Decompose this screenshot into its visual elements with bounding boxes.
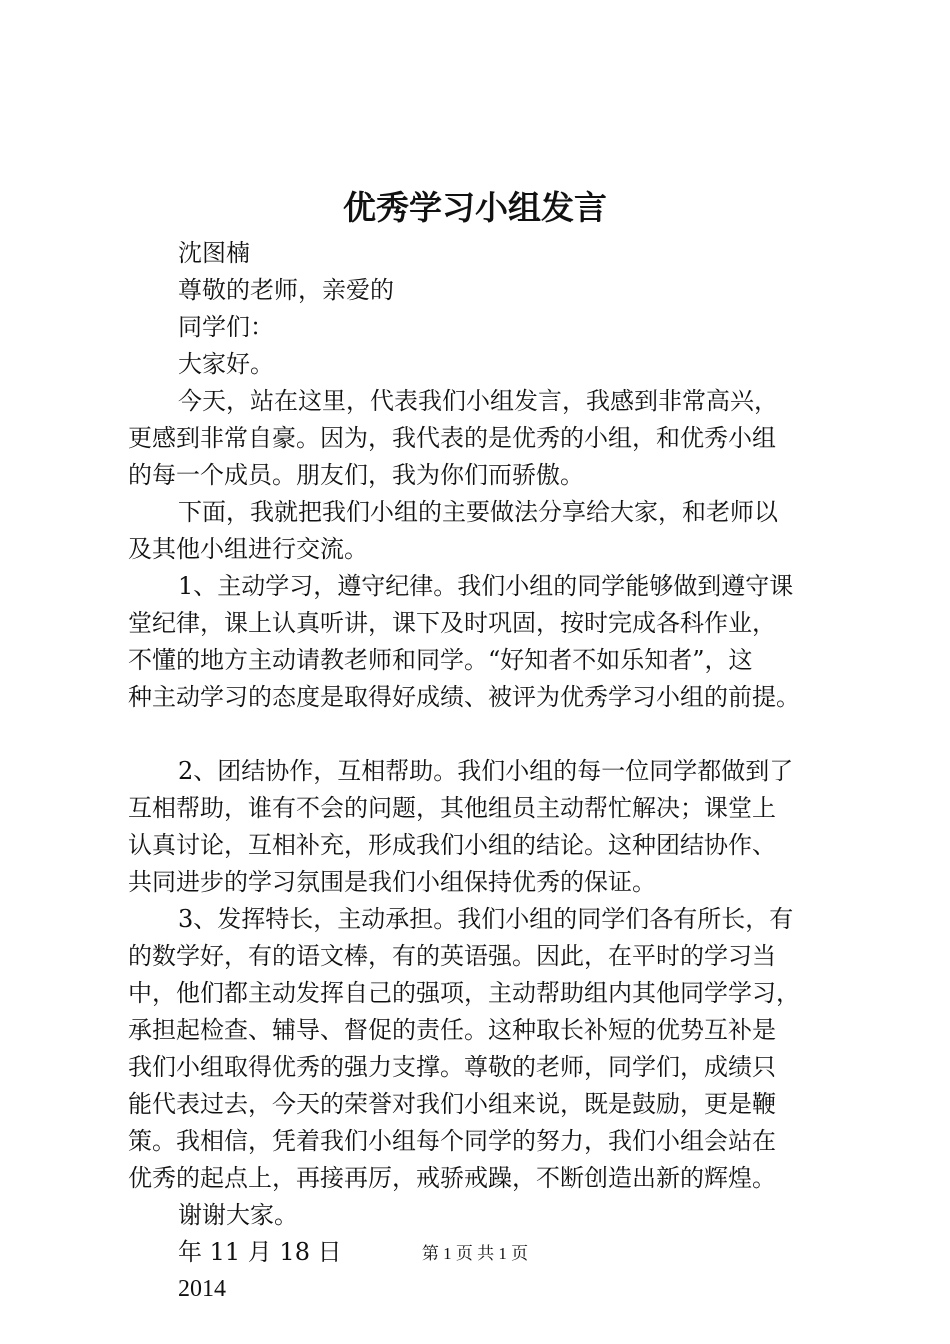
paragraph-line: 能代表过去，今天的荣誉对我们小组来说，既是鼓励，更是鞭 [128,1090,776,1118]
paragraph-line: 2、团结协作，互相帮助。我们小组的每一位同学都做到了 [178,757,794,785]
blank-line [128,716,858,753]
date-line: 年 11 月 18 日 [178,1238,342,1266]
paragraph-line: 不懂的地方主动请教老师和同学。“好知者不如乐知者”，这 [128,646,753,674]
paragraph-line: 互相帮助，谁有不会的问题，其他组员主动帮忙解决；课堂上 [128,794,776,822]
closing-line: 谢谢大家。 [178,1201,298,1229]
paragraph-line: 3、发挥特长，主动承担。我们小组的同学们各有所长，有 [178,905,794,933]
greeting-line: 大家好。 [178,350,274,378]
paragraph-line: 更感到非常自豪。因为，我代表的是优秀的小组，和优秀小组 [128,424,776,452]
year-line: 2014 [178,1276,226,1302]
greeting-line: 同学们： [178,313,274,341]
paragraph-line: 我们小组取得优秀的强力支撑。尊敬的老师，同学们，成绩只 [128,1053,776,1081]
paragraph-line: 及其他小组进行交流。 [128,535,368,563]
paragraph-line: 下面，我就把我们小组的主要做法分享给大家，和老师以 [178,498,778,526]
paragraph-line: 的每一个成员。朋友们，我为你们而骄傲。 [128,461,584,489]
paragraph-line: 种主动学习的态度是取得好成绩、被评为优秀学习小组的前提。 [128,683,800,711]
paragraph-line: 堂纪律，课上认真听讲，课下及时巩固，按时完成各科作业， [128,609,776,637]
paragraph-line: 共同进步的学习氛围是我们小组保持优秀的保证。 [128,868,656,896]
document-body [128,235,858,1308]
paragraph-line: 中，他们都主动发挥自己的强项，主动帮助组内其他同学学习， [128,979,800,1007]
document-title: 优秀学习小组发言 [343,188,607,227]
author-line: 沈图楠 [178,239,250,267]
paragraph-line: 的数学好，有的语文棒，有的英语强。因此，在平时的学习当 [128,942,776,970]
paragraph-line: 优秀的起点上，再接再厉，戒骄戒躁，不断创造出新的辉煌。 [128,1164,776,1192]
paragraph-line: 策。我相信，凭着我们小组每个同学的努力，我们小组会站在 [128,1127,776,1155]
paragraph-line: 认真讨论，互相补充，形成我们小组的结论。这种团结协作、 [128,831,776,859]
paragraph-line: 1、主动学习，遵守纪律。我们小组的同学能够做到遵守课 [178,572,794,600]
paragraph-line: 承担起检查、辅导、督促的责任。这种取长补短的优势互补是 [128,1016,776,1044]
page-footer: 第 1 页 共 1 页 [421,1244,529,1263]
paragraph-line: 今天，站在这里，代表我们小组发言，我感到非常高兴， [178,387,778,415]
greeting-line: 尊敬的老师，亲爱的 [178,276,394,304]
